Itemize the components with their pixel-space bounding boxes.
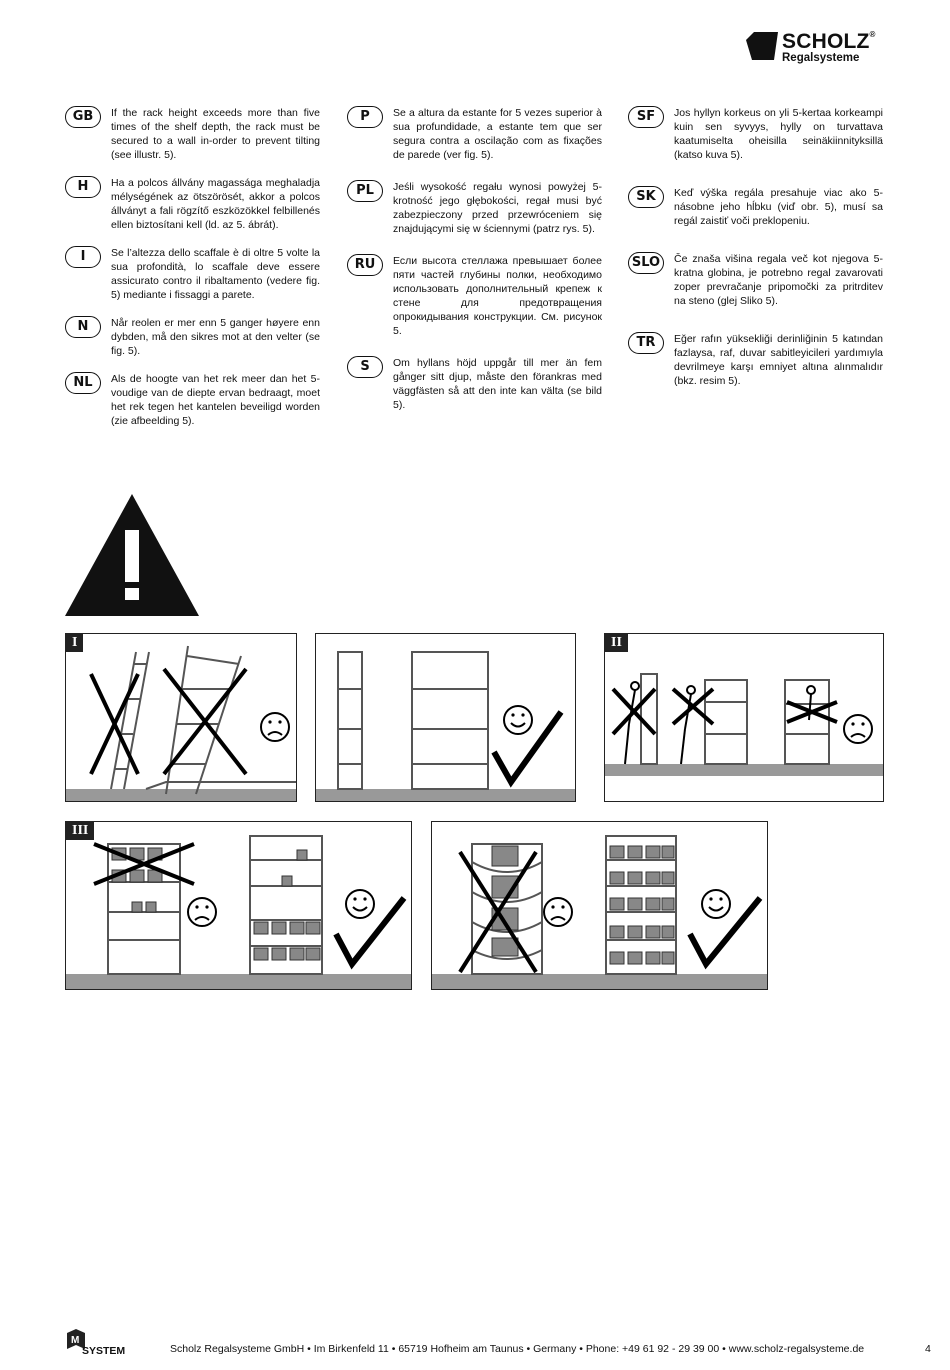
instruction-text: If the rack height exceeds more than five times of the shelf depth, the rack must be secured to a wall in-order to prevent tilting (see illustr. 5). xyxy=(111,107,320,161)
language-block-n xyxy=(65,316,320,358)
language-block-i xyxy=(65,246,320,302)
illustration-panel-no-climbing xyxy=(604,633,884,802)
footer-address: Scholz Regalsysteme GmbH • Im Birkenfeld 11 • 65719 Hofheim am Taunus • Germany • Phone: +49 61 92 - 29 39 00 • www.scholz-regalsysteme.de xyxy=(170,1343,865,1355)
text-column-3 xyxy=(628,106,883,412)
sad-face-icon xyxy=(261,713,289,741)
language-block-ru xyxy=(347,254,602,338)
scholz-logo-icon xyxy=(744,28,780,62)
text-column-1 xyxy=(65,106,320,442)
instruction-text: Eğer rafın yüksekliği derinliğinin 5 katından fazlaysa, raf, duvar sabitleyicileri yardımıyla devrilmeye karşı emniyet altına alınmalıdır (bkz. resim 5). xyxy=(674,333,883,387)
instruction-text: Når reolen er mer enn 5 ganger høyere enn dybden, må den sikres mot at den velter (se fig. 5). xyxy=(111,317,320,357)
warning-triangle-icon xyxy=(62,492,202,620)
brand-subtitle: Regalsysteme xyxy=(782,52,860,64)
language-block-h xyxy=(65,176,320,232)
language-code-badge: SF xyxy=(628,106,664,128)
panel-label: I xyxy=(66,634,83,652)
language-code-badge: NL xyxy=(65,372,101,394)
language-code-badge: PL xyxy=(347,180,383,202)
language-code-badge: SLO xyxy=(628,252,664,274)
instruction-text: Als de hoogte van het rek meer dan het 5-voudige van de diepte ervan bedraagt, moet het rek tegen het kantelen beveiligd worden (zie afbeelding 5). xyxy=(111,373,320,427)
instruction-text: Se a altura da estante for 5 vezes superior à sua profundidade, a estante tem que ser segura contra a oscilação com as fixações de parede (ver fig. 5). xyxy=(393,107,602,161)
instruction-text: Ha a polcos állvány magassága meghaladja mélységének az ötszörösét, akkor a polcos állványt a fali rögzítő eszközökkel felbillenés ellen biztosítani kell (ld. az 5. ábrát). xyxy=(111,177,320,231)
language-block-sk xyxy=(628,186,883,228)
language-block-p xyxy=(347,106,602,162)
language-code-badge: H xyxy=(65,176,101,198)
brand-name: SCHOLZ® xyxy=(782,30,876,53)
language-block-tr xyxy=(628,332,883,388)
language-code-badge: S xyxy=(347,356,383,378)
illustration-panel-tilting-racks xyxy=(65,633,297,802)
panel-label: II xyxy=(605,634,628,652)
language-code-badge: N xyxy=(65,316,101,338)
language-code-badge: SK xyxy=(628,186,664,208)
m-system-label: SYSTEM xyxy=(82,1345,126,1357)
language-code-badge: RU xyxy=(347,254,383,276)
instruction-text: Если высота стеллажа превышает более пяти частей глубины полки, необходимо использовать дополнительный крепеж к стене для предотвращения опрокидывания конструкции. См. рисунок 5. xyxy=(393,255,602,337)
brand-logo xyxy=(744,28,894,68)
language-code-badge: I xyxy=(65,246,101,268)
instruction-text: Če znaša višina regala več kot njegova 5-kratna globina, je potrebno regal zavarovati zoper prevračanje pripomočki za pritrditev na steno (glej Sliko 5). xyxy=(674,253,883,307)
illustration-panel-correct-racks xyxy=(315,633,576,802)
instruction-text: Keď výška regála presahuje viac ako 5-násobne jeho hĺbku (viď obr. 5), musí sa regál zaistiť voči preklopeniu. xyxy=(674,187,883,227)
language-code-badge: P xyxy=(347,106,383,128)
instruction-text: Om hyllans höjd uppgår till mer än fem gånger sitt djup, måste den förankras med väggfästen så att den inte kan välta (se bild 5). xyxy=(393,357,602,411)
language-code-badge: TR xyxy=(628,332,664,354)
language-block-s xyxy=(347,356,602,412)
illustration-panel-loading-order xyxy=(65,821,412,990)
panel-label: III xyxy=(66,822,94,840)
page-number: 4 xyxy=(925,1343,931,1355)
illustration-panel-overload xyxy=(431,821,768,990)
language-block-slo xyxy=(628,252,883,308)
instruction-text: Jeśli wysokość regału wynosi powyżej 5-krotność jego głębokości, regał musi być zabezpieczony przed przewróceniem się znajdującymi się w ściennymi (patrz rys. 5). xyxy=(393,181,602,235)
instruction-text: Jos hyllyn korkeus on yli 5-kertaa korkeampi kuin sen syvyys, hylly on turvattava kaatumiselta oheisilla seinäkiinnityksillä (katso kuva 5). xyxy=(674,107,883,161)
language-block-gb xyxy=(65,106,320,162)
instruction-text: Se l’altezza dello scaffale è di oltre 5 volte la sua profondità, lo scaffale deve essere assicurato contro il ribaltamento (vedere fig. 5) mediante i fissaggi a parete. xyxy=(111,247,320,301)
svg-text:M: M xyxy=(71,1335,80,1346)
language-code-badge: GB xyxy=(65,106,101,128)
language-block-sf xyxy=(628,106,883,162)
text-column-2 xyxy=(347,106,602,430)
language-block-nl xyxy=(65,372,320,428)
language-block-pl xyxy=(347,180,602,236)
